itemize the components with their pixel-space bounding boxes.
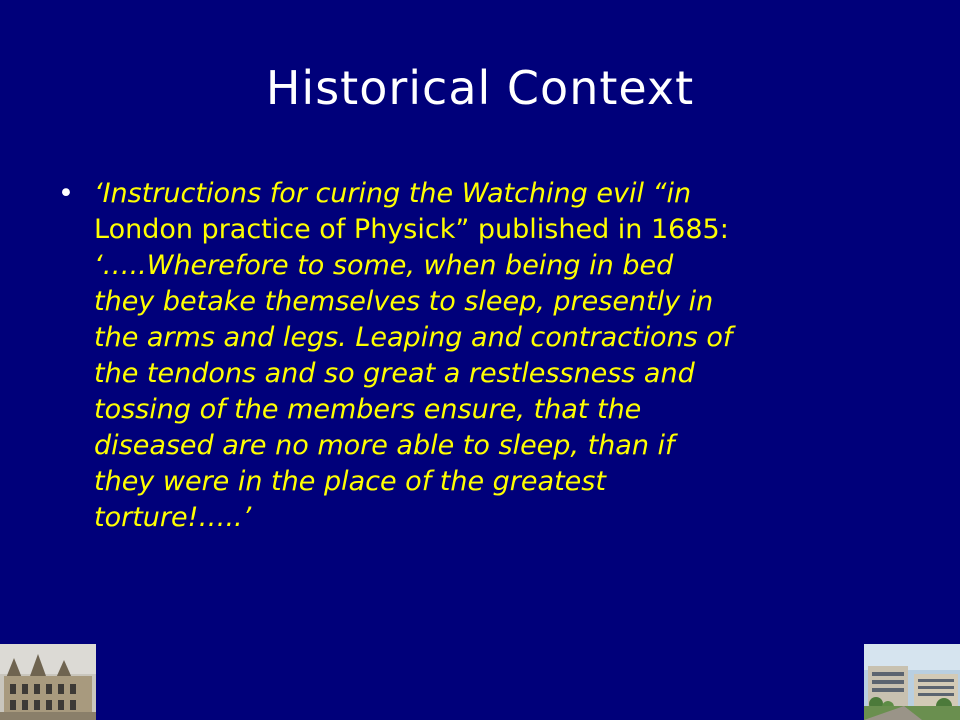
bullet-icon: • bbox=[58, 178, 74, 209]
slide-title: Historical Context bbox=[265, 61, 695, 115]
body-line: the arms and legs. Leaping and contractions of bbox=[94, 322, 733, 353]
slide-body bbox=[58, 176, 920, 536]
body-line: ‘…..Wherefore to some, when being in bed bbox=[94, 250, 674, 281]
body-line: tossing of the members ensure, that the bbox=[94, 394, 642, 425]
body-line: torture!…..’ bbox=[94, 502, 252, 533]
body-line: they were in the place of the greatest bbox=[94, 466, 606, 497]
body-line: London practice of Physick” published in 1685: bbox=[94, 214, 729, 245]
hospital-building-icon bbox=[864, 644, 960, 720]
body-line: ‘Instructions for curing the Watching evil “in bbox=[94, 178, 692, 209]
modern-hospital-photo bbox=[864, 644, 960, 720]
body-line: the tendons and so great a restlessness and bbox=[94, 358, 695, 389]
body-line: they betake themselves to sleep, presently in bbox=[94, 286, 714, 317]
body-line: diseased are no more able to sleep, than if bbox=[94, 430, 675, 461]
bullet-item bbox=[58, 176, 920, 536]
historic-building-icon bbox=[0, 644, 96, 720]
historic-building-photo bbox=[0, 644, 96, 720]
